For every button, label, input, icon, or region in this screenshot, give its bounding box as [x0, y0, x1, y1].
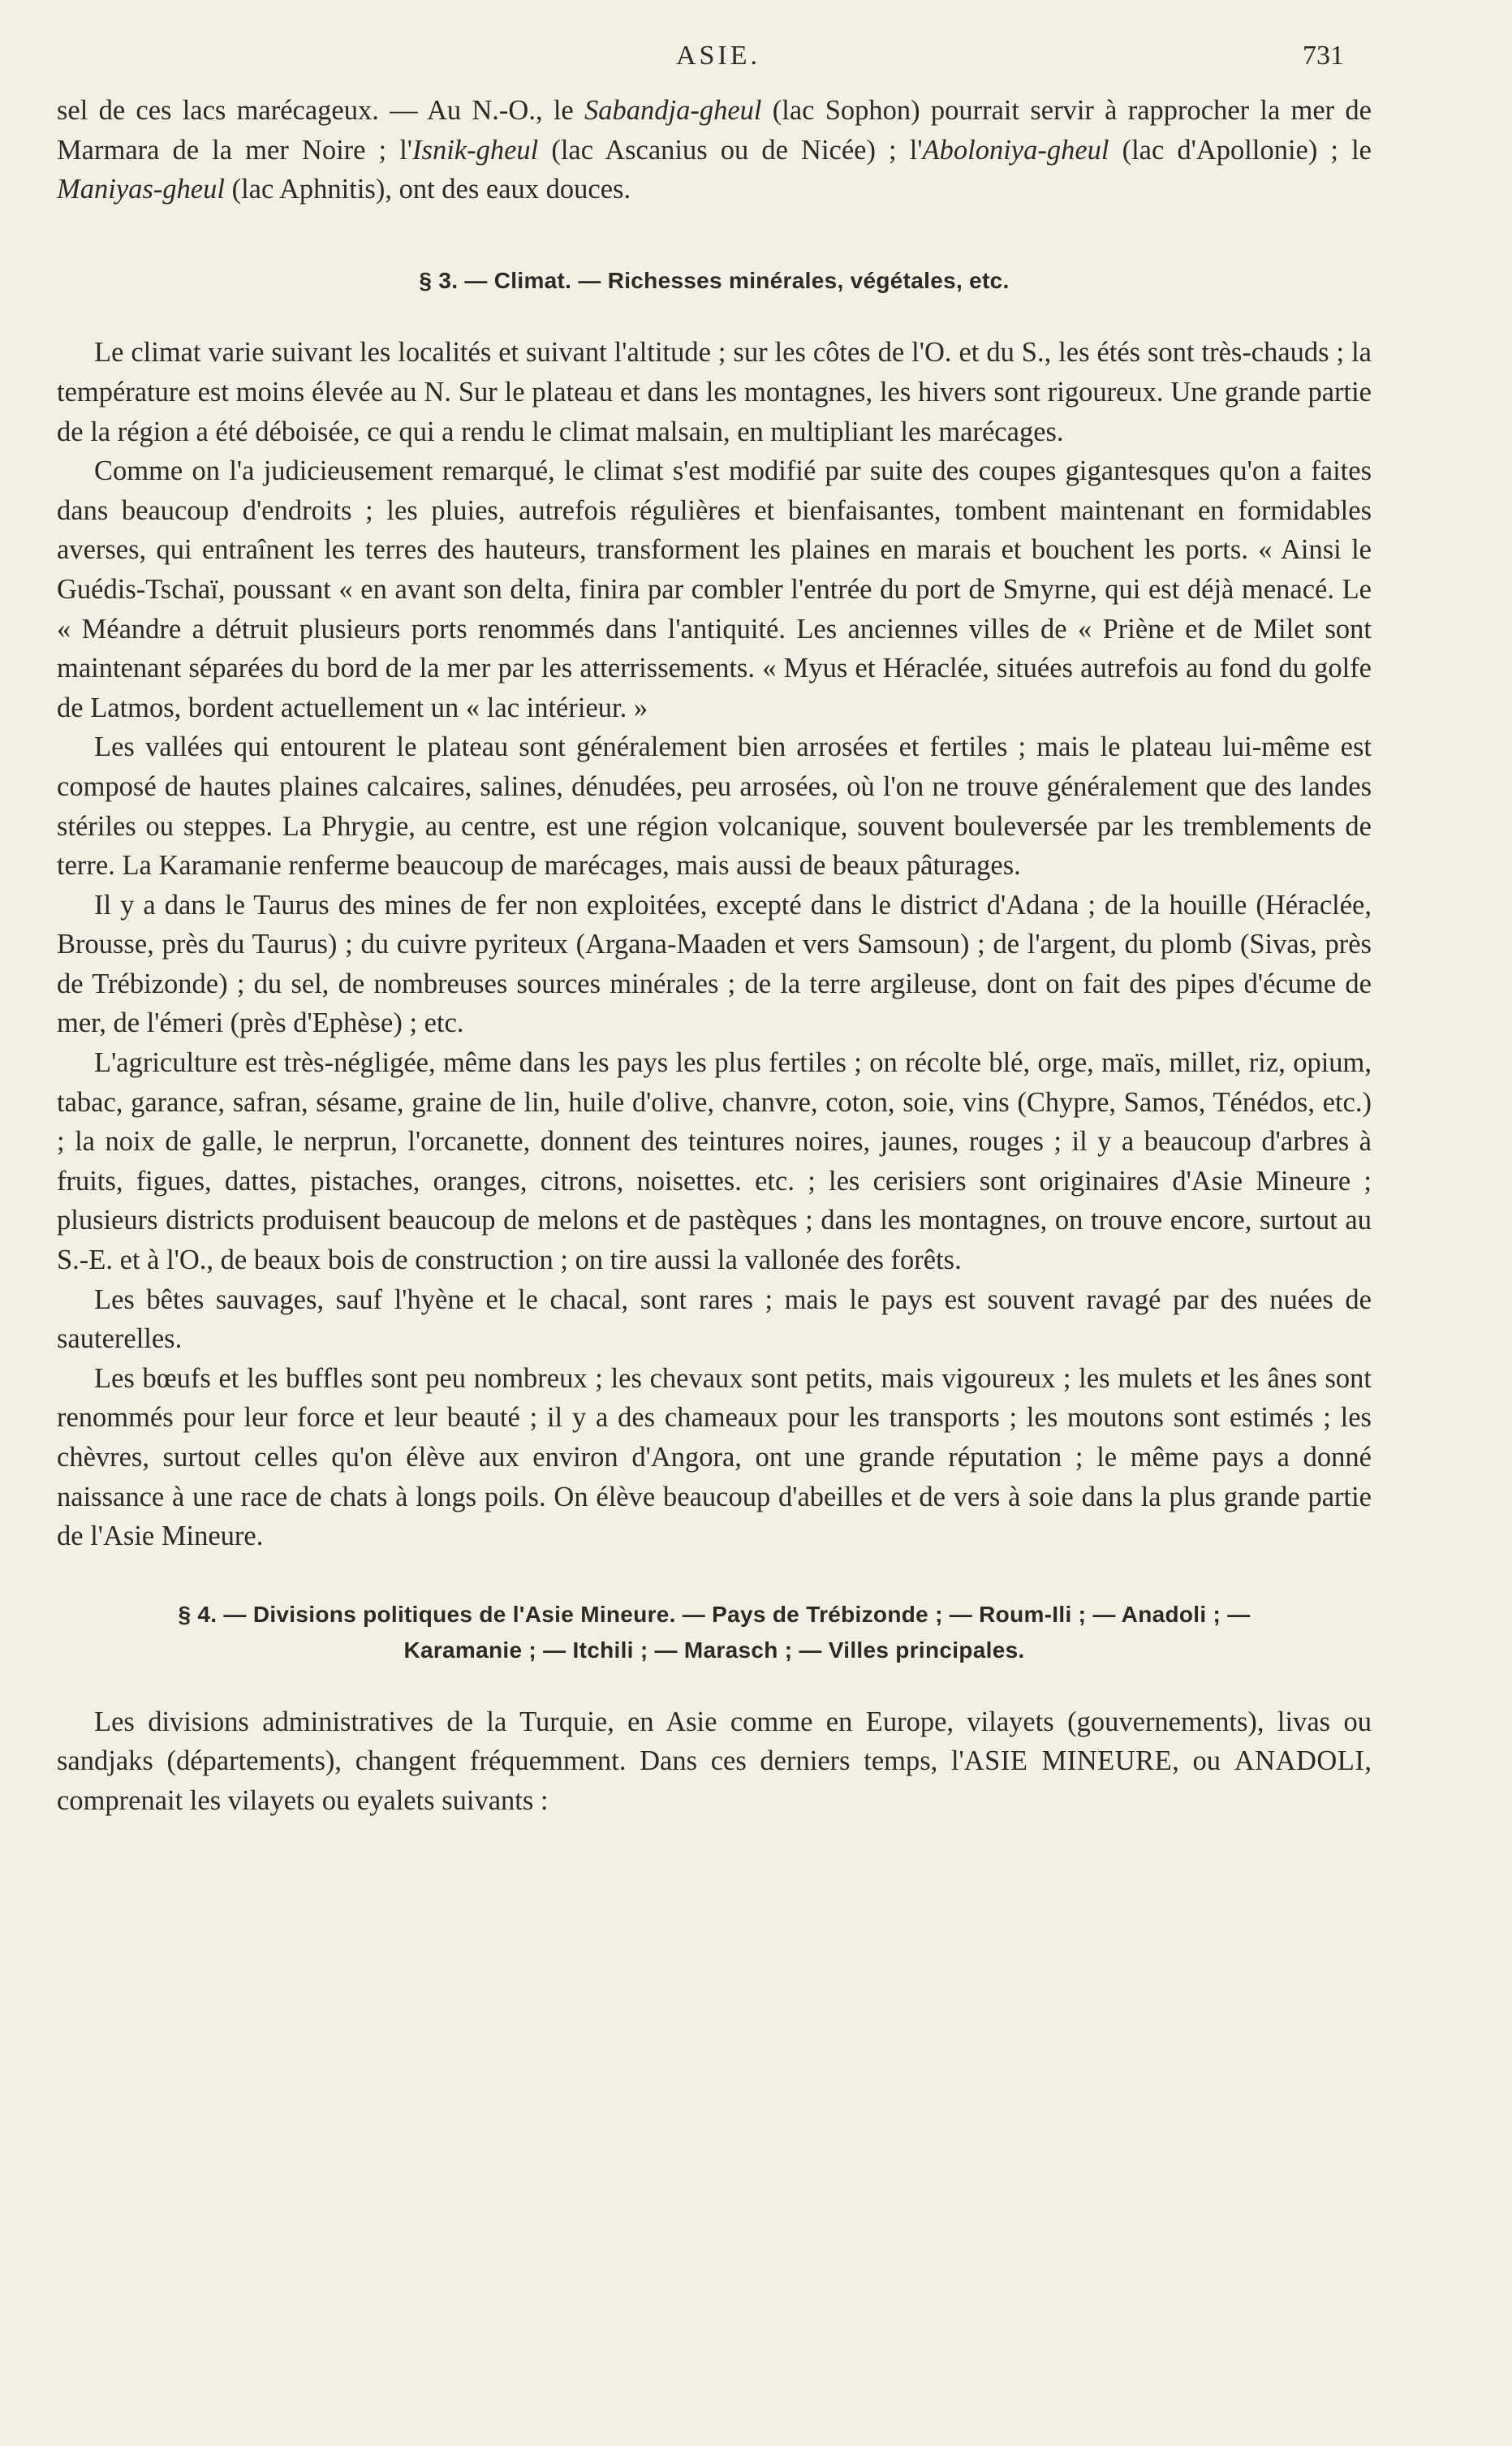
page-header: [0, 41, 1512, 89]
intro-text-1: sel de ces lacs marécageux. — Au N.-O., le: [57, 95, 584, 126]
intro-text-4: (lac d'Apollonie) ; le: [1109, 134, 1372, 166]
divisions-paragraph: [57, 1702, 1372, 1821]
lake-name-maniyas: Maniyas-gheul: [57, 174, 225, 205]
section-4-heading-line-1: § 4. — Divisions politiques de l'Asie Mineure. — Pays de Trébizonde ; — Roum-Ili ; — Anadoli ; —: [178, 1601, 1251, 1627]
intro-text-3: (lac Ascanius ou de Nicée) ; l': [538, 134, 923, 166]
intro-paragraph: [57, 91, 1372, 209]
intro-text-5: (lac Aphnitis), ont des eaux douces.: [224, 174, 631, 205]
intro-text-2: (lac Sophon) pourrait servir à rapprocher la mer de Marmara de la mer Noire ; l': [57, 95, 1372, 166]
wild-animals-paragraph: Les bêtes sauvages, sauf l'hyène et le chacal, sont rares ; mais le pays est souvent ravagé par des nuées de sauterelles.: [57, 1283, 1372, 1355]
section-4-heading: [57, 1597, 1372, 1668]
page-body: [57, 91, 1372, 1821]
livestock-paragraph: Les bœufs et les buffles sont peu nombreux ; les chevaux sont petits, mais vigoureux ; les mulets et les ânes sont renommés pour leur force et leur beauté ; il y a des chameaux pour les transports ; les moutons sont estimés ; les chèvres, surtout celles qu'on élève aux environ d'Angora, ont une grande réputation ; le même pays a donné naissance à une race de chats à longs poils. On élève beaucoup d'abeilles et de vers à soie dans la plus grande partie de l'Asie Mineure.: [57, 1362, 1372, 1552]
lake-name-isnik: Isnik-gheul: [412, 134, 539, 166]
anadoli-term: ANADOLI: [1234, 1745, 1365, 1777]
valleys-paragraph: Les vallées qui entourent le plateau sont généralement bien arrosées et fertiles ; mais le plateau lui-même est composé de hautes plaines calcaires, salines, dénudées, peu arrosées, où l'on ne trouve généralement que des landes stériles ou steppes. La Phrygie, au centre, est une région volcanique, souvent bouleversée par les tremblements de terre. La Karamanie renferme beaucoup de marécages, mais aussi de beaux pâturages.: [57, 731, 1372, 882]
climate-paragraph: Le climat varie suivant les localités et suivant l'altitude ; sur les côtes de l'O. et du S., les étés sont très-chauds ; la température est moins élevée au N. Sur le plateau et dans les montagnes, les hivers sont rigoureux. Une grande partie de la région a été déboisée, ce qui a rendu le climat malsain, en multipliant les marécages.: [57, 337, 1372, 447]
divisions-text-2: , ou: [1172, 1745, 1234, 1777]
lake-name-sabandja: Sabandja-gheul: [584, 95, 762, 126]
section-3-heading: § 3. — Climat. — Richesses minérales, végétales, etc.: [419, 267, 1010, 293]
lake-name-aboloniya: Aboloniya-gheul: [922, 134, 1109, 166]
page-number: 731: [1303, 41, 1344, 71]
divisions-text-1: Les divisions administratives de la Turquie, en Asie comme en Europe, vilayets (gouvernements), livas ou sandjaks (départements), changent fréquemment. Dans ces derniers temps, l': [57, 1706, 1372, 1777]
deforestation-paragraph: Comme on l'a judicieusement remarqué, le climat s'est modifié par suite des coupes gigantesques qu'on a faites dans beaucoup d'endroits ; les pluies, autrefois régulières et bienfaisantes, tombent maintenant en formidables averses, qui entraînent les terres des hauteurs, transforment les plaines en marais et bouchent les ports. « Ainsi le Guédis-Tschaï, poussant « en avant son delta, finira par combler l'entrée du port de Smyrne, qui est déjà menacé. Le « Méandre a détruit plusieurs ports renommés dans l'antiquité. Les anciennes villes de « Priène et de Milet sont maintenant séparées du bord de la mer par les atterrissements. « Myus et Héraclée, situées autrefois au fond du golfe de Latmos, bordent actuellement un « lac intérieur. »: [57, 455, 1372, 723]
running-title: ASIE.: [675, 41, 761, 71]
agriculture-paragraph: L'agriculture est très-négligée, même dans les pays les plus fertiles ; on récolte blé, orge, maïs, millet, riz, opium, tabac, garance, safran, sésame, graine de lin, huile d'olive, chanvre, coton, soie, vins (Chypre, Samos, Ténédos, etc.) ; la noix de galle, le nerprun, l'orcanette, donnent des teintures noires, jaunes, rouges ; il y a beaucoup d'arbres à fruits, figues, dattes, pistaches, oranges, citrons, noisettes. etc. ; les cerisiers sont originaires d'Asie Mineure ; plusieurs districts produisent beaucoup de melons et de pastèques ; dans les montagnes, on trouve encore, surtout au S.-E. et à l'O., de beaux bois de construction ; on tire aussi la vallonée des forêts.: [57, 1047, 1372, 1276]
section-4-heading-line-2: Karamanie ; — Itchili ; — Marasch ; — Villes principales.: [403, 1637, 1025, 1663]
minerals-paragraph: Il y a dans le Taurus des mines de fer non exploitées, excepté dans le district d'Adana ; de la houille (Héraclée, Brousse, près du Taurus) ; du cuivre pyriteux (Argana-Maaden et vers Samsoun) ; de l'argent, du plomb (Sivas, près de Trébizonde) ; du sel, de nombreuses sources minérales ; de la terre argileuse, dont on fait des pipes d'écume de mer, de l'émeri (près d'Ephèse) ; etc.: [57, 889, 1372, 1039]
divisions-text-3: , comprenait les vilayets ou eyalets suivants :: [57, 1745, 1372, 1816]
asie-mineure-term: ASIE MINEURE: [963, 1745, 1173, 1777]
